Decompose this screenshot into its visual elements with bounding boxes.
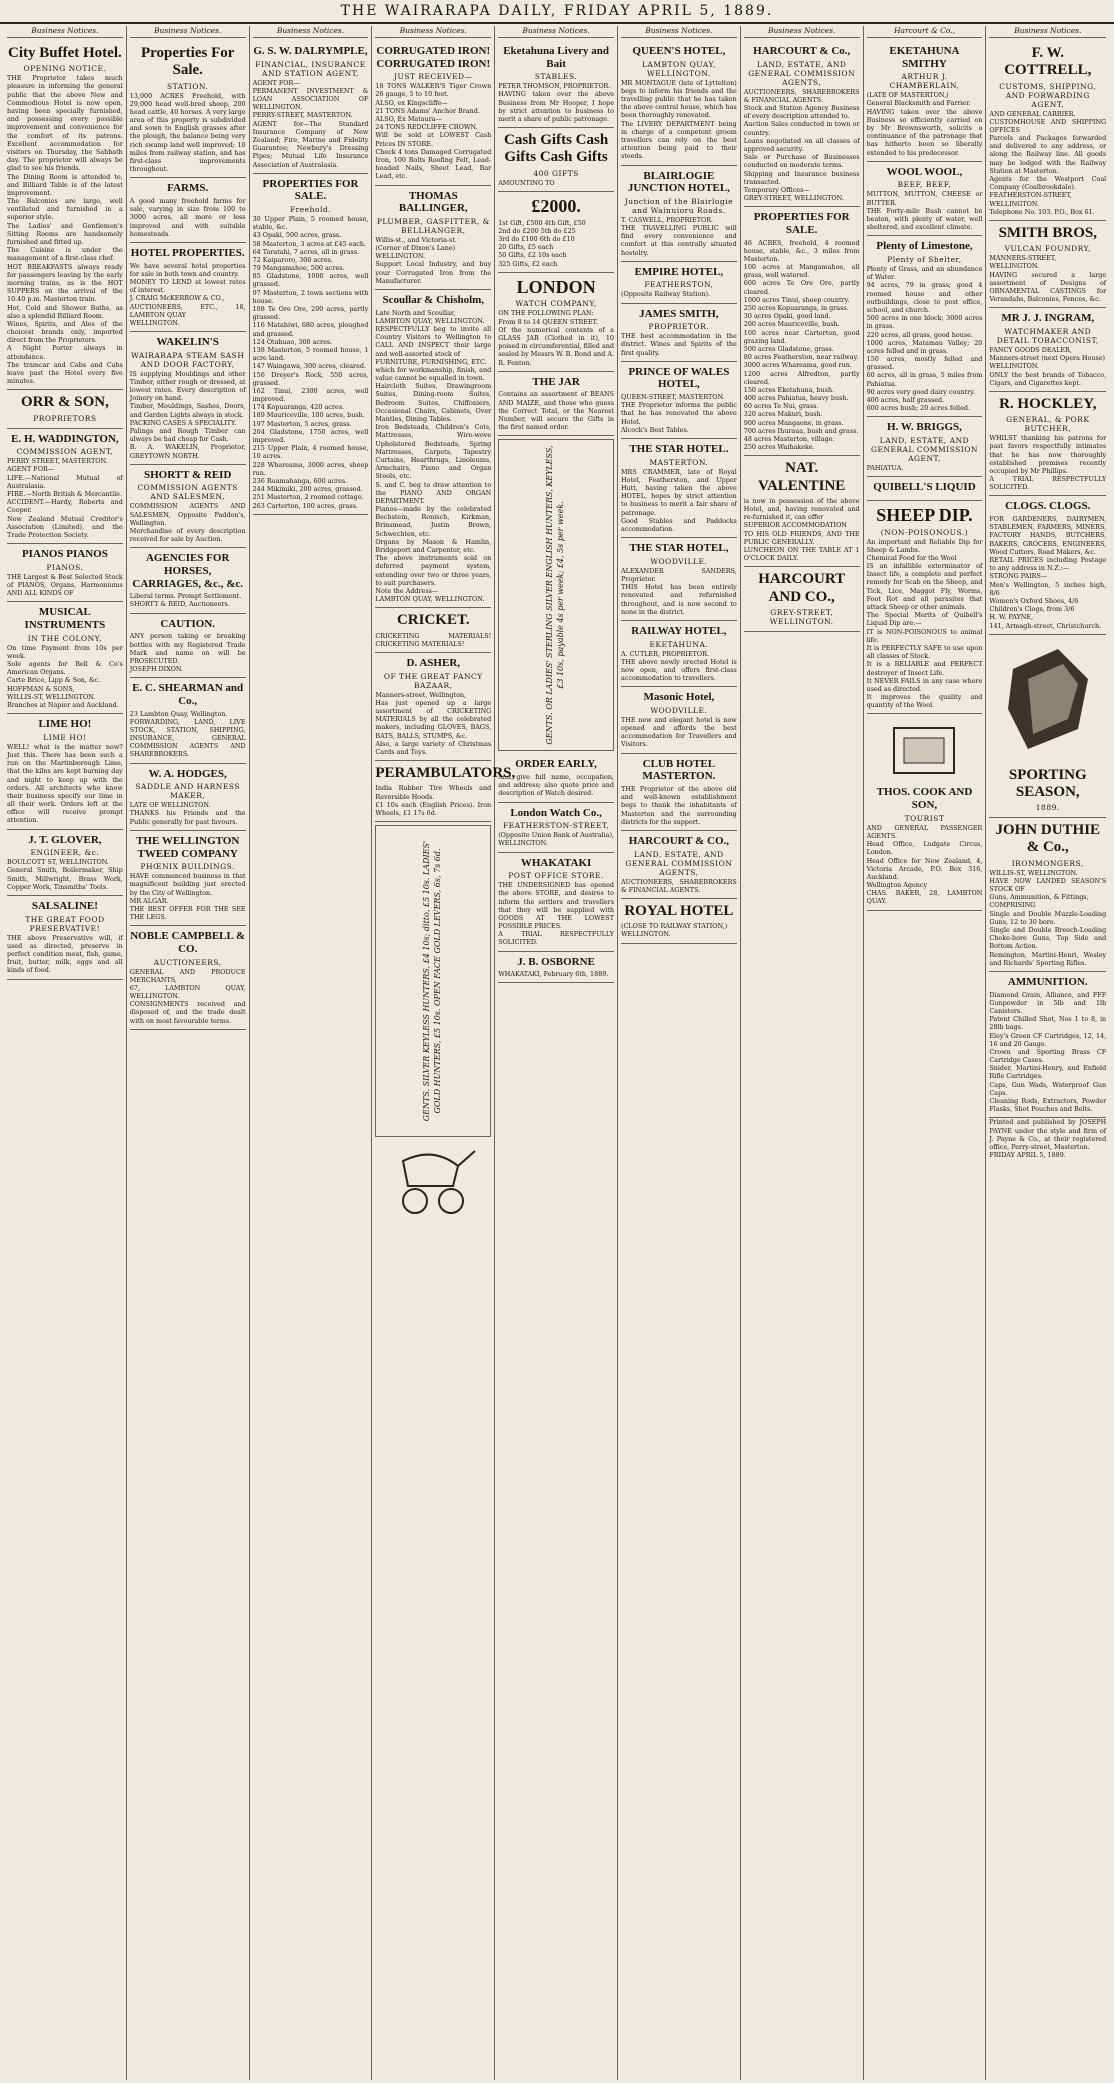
- column-header: Business Notices.: [7, 26, 123, 38]
- ad-subtitle: LAND, ESTATE, AND GENERAL COMMISSION AGENTS,: [748, 59, 856, 87]
- ad-subtitle: LAND, ESTATE, AND GENERAL COMMISSION AGENTS,: [625, 849, 733, 877]
- newspaper-column: [127, 26, 250, 2080]
- ad-title: THE WELLINGTON TWEED COMPANY: [136, 834, 240, 860]
- ad-title: CORRUGATED IRON! CORRUGATED IRON!: [376, 45, 491, 70]
- rotated-text: GENTS. SILVER KEYLESS HUNTERS, £4 10s; ditto, £5 10s. LADIES' GOLD HUNTERS, £5 10s. OPEN FACE GOLD LEVERS, 6s, 7s 6d.: [422, 840, 443, 1122]
- ad-subtitle: IN THE COLONY,: [27, 633, 103, 643]
- ad-title: WOOL WOOL,: [886, 165, 963, 178]
- ad-body: is now in possession of the above Hotel, and, having renovated and re-furnished it, can offer SUPERIOR ACCOMMODATION TO HIS OLD FRIENDS, AND THE PUBLIC GENERALLY. LUNCHEON ON THE TABLE AT 1 O'CLOCK DAILY.: [743, 496, 860, 563]
- ad-body: WILLIS-ST, WELLINGTON. HAVE NOW LANDED SEASON'S STOCK OF Guns, Ammunition, & Fittings, COMPRISING Single and Double Muzzle-Loading Guns, 12 to 30 bore. Single and Double Breech-Loading Choke-bore Guns, Top Side and Bottom Action. Remington, Martini-Henri, Wesley and Richards' Sporting Rifles.: [989, 868, 1107, 967]
- advertisement: [621, 687, 737, 753]
- ad-title: Masonic Hotel,: [643, 691, 715, 704]
- ad-body: 30 Upper Plain, 5 roomed house, stable, &c. 43 Opaki, 500 acres, grass. 58 Masterton, 3 acres at £45 each. 64 Taratahi, 7 acres, all in grass. 72 Kaiparoro, 300 acres. 79 Mangamahoe, 500 acres. 85 Gladstone, 1000 acres, well grassed. 97 Masterton, 2 town sections with house. 108 Te Ore Ore, 200 acres, partly grassed. 116 Matahiwi, 680 acres, ploughed and grassed. 124 Otahuao, 300 acres. 138 Masterton, 5 roomed house, 1 acre land. 147 Waingawa, 300 acres, cleared. 156 Dreyer's Rock, 550 acres, grassed. 162 Tinui, 2300 acres, well improved. 174 Kopuaranga, 420 acres. 189 Mauriceville, 100 acres, bush. 197 Masterton, 5 acres, grass. 204 Gladstone, 1750 acres, well improved. 215 Upper Plain, 4 roomed house, 10 acres. 228 Whareama, 3000 acres, sheep run. 236 Ruamahanga, 600 acres. 244 Mikimiki, 200 acres, grassed. 251 Masterton, 2 roomed cottage. 263 Carterton, 100 acres, grass.: [252, 214, 369, 510]
- ad-body: THE Proprietor of the above old and well-known establishment begs to thank the inhabitants of Masterton and the surrounding districts for the support.: [620, 784, 737, 826]
- ad-title: JOHN DUTHIE & Co.,: [995, 822, 1101, 856]
- ad-subtitle: Junction of the Blairlogie and Wainuioru Roads.: [624, 196, 734, 215]
- advertisement: [498, 803, 614, 853]
- ad-title: ORDER EARLY,: [515, 758, 597, 771]
- advertisement: [130, 678, 246, 763]
- column-header: Business Notices.: [744, 26, 860, 38]
- ad-title: H. W. BRIGGS,: [887, 421, 962, 434]
- newspaper-column: [4, 26, 127, 2080]
- advertisement: [744, 207, 860, 456]
- ad-body: Late North and Scoullar, LAMBTON QUAY, WELLINGTON. RESPECTFULLY beg to invite all Country Visitors to Wellington to CALL AND INSPECT their large and well-assorted stock of FURNITURE, FURNISHING, ETC. which for workmanship, finish, and value cannot be equalled in town. Haircloth Suites, Drawingroom Suites, Dining-room Suites, Bedroom Suites, Chiffoniers, Occasional Chairs, Cabinets, Over Mantles, Dining Tables. Iron Bedsteads, Children's Cots, Mattresses, Wire-wove Upholstered Bedsteads, Spring Mattresses, Carpets, Tapestry Curtains, Hearthrugs, Linoleums, Armchairs, Piano and Organ Stools, etc. S. and C. beg to draw attention to the PIANO AND ORGAN DEPARTMENT. Pianos—made by the celebrated Bechstein, Ronisch, Kirkman, Brinsmead, Justin Brown, Schwechten, etc. Organs by Mason & Hamlin, Bridgeport and Carpenter, etc. The above instruments sold on deferred payment system, extending over two or three years, to suit purchasers. Note the Address— LAMBTON QUAY, WELLINGTON.: [375, 308, 492, 604]
- advertisement: [7, 429, 123, 545]
- ad-body: 46 ACRES, freehold, 4 roomed house, stable, &c., 3 miles from Masterton. 100 acres at Mangamahoe, all grass, well watered. 600 acres Te Ore Ore, partly cleared. 1000 acres Tinui, sheep country. 250 acres Kopuaranga, in grass. 30 acres Opaki, good land. 200 acres Mauriceville, bush. 100 acres near Carterton, good grazing land. 500 acres Gladstone, grass. 80 acres Featherston, near railway. 3000 acres Whareama, good run. 1200 acres Alfredton, partly cleared. 150 acres Eketahuna, bush. 400 acres Pahiatua, heavy bush. 60 acres Te Nui, grass. 320 acres Makuri, bush. 900 acres Mangaone, in grass. 700 acres Ihuraua, bush and grass. 48 acres Masterton, village. 250 acres Waihakeke.: [743, 238, 860, 452]
- ad-title: City Buffet Hotel.: [8, 45, 122, 61]
- ad-body: (LATE OF MASTERTON,) General Blacksmith and Farrier. HAVING taken over the above Business so efficiently carried on by Mr Brownsworth, solicits a continuance of the patronage that has hitherto been so liberally extended to his predecessor.: [866, 91, 983, 157]
- ad-subtitle: WOODVILLE.: [650, 556, 708, 566]
- ad-body: (Opposite Railway Station).: [620, 290, 711, 299]
- ad-body: (Opposite Union Bank of Australia), WELLINGTON.: [498, 831, 614, 848]
- ad-body: ANY person taking or breaking bottles with my Registered Trade Mark and name on will be PROSECUTED. JOSEPH DIXON.: [129, 632, 246, 674]
- ad-subtitle: THE GREAT FOOD PRESERVATIVE!: [25, 914, 105, 933]
- ad-body: THE above Preservative will, if used as directed, preserve in perfect condition meat, fish, game, fruit, butter, milk, eggs and all kinds of food.: [7, 933, 123, 975]
- ad-body: India Rubber Tire Wheels and Reversible Hoods. £1 10s each (English Prices). Iron Wheels, £1 17s 6d.: [375, 784, 492, 817]
- ad-subtitle: POST OFFICE STORE.: [508, 871, 604, 881]
- advertisement: [375, 761, 516, 822]
- ad-body: AUCTIONEERS, SHAREBROKERS & FINANCIAL AGENTS. Stock and Station Agency Business of every description attended to. Auction Sales conducted in town or country. Loans negotiated on all classes of approved security. Sale or Purchase of Businesses conducted on moderate terms. Shipping and Insurance business transacted. Temporary Offices— GREY-STREET, WELLINGTON.: [743, 87, 860, 203]
- ad-title: EMPIRE HOTEL,: [634, 265, 724, 278]
- ad-body: MR MONTAGUE (late of Lyttelton) begs to inform his friends and the travelling public that he has taken the above central house, which has been thoroughly renovated. The LIVERY DEPARTMENT being in charge of a competent groom travellers can rely on the best attention being paid to their steeds.: [620, 78, 737, 161]
- advertisement: [498, 273, 614, 372]
- ad-title: HOTEL PROPERTIES.: [130, 246, 245, 259]
- ad-title: JAMES SMITH,: [639, 307, 719, 320]
- clog-illustration: [998, 639, 1098, 759]
- ad-title: F. W. COTTRELL,: [1004, 45, 1092, 79]
- ad-body: PAHIATUA.: [866, 464, 904, 473]
- ad-title: THE STAR HOTEL,: [629, 542, 729, 555]
- advertisement: [498, 754, 614, 802]
- ad-title: Plenty of Limestone,: [876, 240, 973, 253]
- advertisement: [989, 972, 1106, 1118]
- ad-title: ORR & SON,: [20, 394, 109, 411]
- newspaper-column: [618, 26, 741, 2080]
- advertisement: [498, 952, 614, 984]
- ad-subtitle: LAND, ESTATE, AND GENERAL COMMISSION AGENT,: [870, 436, 978, 464]
- advertisement: [130, 926, 246, 1030]
- ad-title: E. H. WADDINGTON,: [11, 432, 119, 445]
- ad-title: MUSICAL INSTRUMENTS: [24, 606, 106, 631]
- ad-title: Scoullar & Chisholm,: [382, 293, 485, 306]
- ad-title: WHAKATAKI: [520, 856, 592, 869]
- advertisement: [867, 501, 983, 715]
- ad-title: PROPERTIES FOR SALE.: [262, 177, 359, 203]
- advertisement: [621, 262, 737, 304]
- ad-body: AMOUNTING TO: [498, 178, 555, 187]
- advertisement: [621, 41, 737, 166]
- ad-subtitle: VULCAN FOUNDRY,: [1004, 244, 1091, 254]
- advertisement: [498, 41, 614, 128]
- ad-body: PERRY STREET, MASTERTON. AGENT FOR— LIFE.—National Mutual of Australasia. FIRE.—North British & Mercantile. ACCIDENT.—Hardy, Roberts and Cooper. New Zealand Mutual Creditor's Association (Limited), and the Trade Protection Society.: [7, 457, 123, 539]
- ad-body: THE new and elegant hotel is now opened and affords the best accommodation for Travellers and Visitors.: [620, 715, 737, 749]
- advertisement: [621, 621, 737, 687]
- ad-subtitle: WOODVILLE.: [650, 705, 708, 715]
- ad-subtitle: STABLES.: [534, 72, 578, 82]
- advertisement: [621, 538, 737, 621]
- ad-title: Cash Gifts Cash Gifts Cash Gifts: [503, 132, 609, 166]
- ad-subtitle: ENGINEER, &c.: [30, 848, 100, 858]
- ad-body: We have several hotel properties for sale in both town and country. MONEY TO LEND at lowest rates of interest. J. CRAIG McKERROW & CO., AUCTIONEERS, ETC., 18, LAMBTON QUAY WELLINGTON.: [129, 261, 246, 327]
- ad-subtitle: WATCH COMPANY,: [515, 299, 597, 309]
- ad-body: ALEXANDER SANDERS, Proprietor. THIS Hotel has been entirely renovated and refurnished throughout, and is now second to none in the district.: [620, 566, 737, 616]
- ad-body: GENERAL AND PRODUCE MERCHANTS, 67, LAMBTON QUAY, WELLINGTON. CONSIGNMENTS received and disposed of, and the trade dealt with on most favourable terms.: [129, 967, 246, 1025]
- advertisement: [130, 41, 246, 178]
- ad-title: London Watch Co.,: [510, 806, 602, 819]
- column-header: Business Notices.: [989, 26, 1106, 38]
- ad-subtitle: PROPRIETOR.: [648, 322, 710, 332]
- rotated-price-list: [375, 825, 491, 1137]
- ad-body: (CLOSE TO RAILWAY STATION,) WELLINGTON.: [620, 922, 728, 939]
- ad-subtitle: PLUMBER, GASFITTER, & BELLHANGER,: [376, 216, 490, 235]
- ad-title: HARCOURT AND CO.,: [758, 571, 846, 605]
- rotated-text: GENTS. OR LADIES' STERLING SILVER ENGLISH HUNTERS, KEYLESS, £3 10s, payable 4s per week; £4, 5s per week.: [545, 445, 566, 745]
- ad-title: THE STAR HOTEL.: [629, 442, 729, 455]
- column-header: Business Notices.: [130, 26, 246, 38]
- ad-title: HARCOURT & CO.,: [628, 834, 729, 847]
- ad-title: WAKELIN'S: [156, 336, 219, 349]
- ad-subtitle: FINANCIAL, INSURANCE AND STATION AGENT,: [255, 59, 366, 78]
- ad-body: AND GENERAL PASSENGER AGENTS. Head Office, Ludgate Circus, London. Head Office for New Zealand, 4, Victoria Arcade, P.O. Box 316, Auckland. Wellington Agency CHAS. BAKER, 28, LAMBTON QUAY.: [866, 823, 983, 906]
- ad-title: FARMS.: [167, 182, 209, 195]
- ad-title: PIANOS PIANOS: [21, 548, 108, 561]
- ad-subtitle: IRONMONGERS,: [1011, 858, 1084, 868]
- imprint: Printed and published by JOSEPH PAYNE under the style and firm of J. Payne & Co., at their registered office, Perry-street, Masterton. FRIDAY APRIL 5, 1889.: [989, 1118, 1107, 1160]
- advertisement: [130, 548, 246, 613]
- ad-body: 18 TONS WALKER'S Tiger Crown 26 gauge, 5 to 10 feet. ALSO, ex Kingscliffe— 21 TONS Adams' Anchor Brand. ALSO, Ex Mataura— 24 TONS REDCLIFFE CROWN. Will be sold at LOWEST Cash Prices IN STORE. Check 4 tons Damaged Corrugated Iron, 100 Bolts Roofing Felt, Lead-headed Nails, Sheet Lead, Bar Lead, etc.: [375, 82, 492, 181]
- ad-body: AGENT FOR— PERMANENT INVESTMENT & LOAN ASSOCIATION OF WELLINGTON. PERRY-STREET, MASTERTON. AGENT for—The Standard Insurance Company of New Zealand; Fire, Marine and Fidelity Guarantee; Newbury's Dressing Pipes; Mutual Life Insurance Association of Australasia.: [252, 78, 369, 169]
- ad-title: ROYAL HOTEL: [624, 902, 734, 919]
- ad-subtitle: COMMISSION AGENT,: [16, 447, 114, 457]
- ad-body: Liberal terms. Prompt Settlement. SHORTT & REID, Auctioneers.: [129, 592, 242, 609]
- ad-title: HARCOURT & Co.,: [753, 45, 851, 57]
- ad-title: SPORTING SEASON,: [1008, 766, 1087, 800]
- newspaper-column: [495, 26, 618, 2080]
- ad-body: HAVE commenced business in that magnificent building just erected by the City of Wellington. MR ALGAR. THE BEST OFFER FOR THE SEE THE LEGS.: [129, 872, 246, 922]
- ad-body: Willis-st., and Victoria-st. (Corner of Dixon's Lane) WELLINGTON. Support Local Industry, and buy your Corrugated Iron from the Manufacturer.: [375, 235, 492, 285]
- ad-body: THE UNDERSIGNED has opened the above STORE, and desires to inform the settlers and travellers that they will be supplied with GOODS AT THE LOWEST POSSIBLE PRICES. A TRIAL RESPECTFULLY SOLICITED.: [498, 881, 614, 947]
- ad-subtitle: Plenty of Shelter,: [887, 255, 962, 264]
- ad-body: WELL! what is the matter now? Just this. There has been such a run on the Martinborough Lime, that the kilns are kept burning day and night to keep up with the orders. All architects who know their business specify our lime in all their work. Orders left at the office will receive prompt attention.: [7, 742, 123, 825]
- ad-title: BLAIRLOGIE JUNCTION HOTEL,: [627, 169, 730, 195]
- ad-subtitle: PROPRIETORS: [33, 413, 97, 423]
- advertisement: [7, 544, 123, 602]
- ad-body: Manners-street, Wellington, Has just opened up a large assortment of CRICKETING MATERIALS by all the celebrated makers, including GLOVES, BAGS, BATS, BALLS, STUMPS, &c. Also, a large variety of Christmas Cards and Toys.: [375, 690, 492, 756]
- ad-title: J. T. GLOVER,: [28, 833, 102, 846]
- ad-title: AGENCIES FOR HORSES, CARRIAGES, &c., &c.: [132, 552, 243, 590]
- ad-subtitle: PIANOS.: [46, 562, 84, 572]
- advertisement: [130, 178, 246, 243]
- ad-title: CLOGS. CLOGS.: [1005, 500, 1091, 513]
- column-header: Business Notices.: [621, 26, 737, 38]
- newspaper-column: [864, 26, 987, 2080]
- ad-body: IS supplying Mouldings and other Timber, either rough or dressed, at lowest rates. Every description of Joinery on hand. Timber, Mouldings, Sashes, Doors, and Garden Lights always in stock. PACKING CASES A SPECIALITY. Palings and Rough Timber can always be had cheap for Cash. B. A. WAKELIN, Proprietor, GREYTOWN NORTH.: [129, 369, 246, 460]
- advertisement: [7, 830, 123, 896]
- ad-subtitle: OPENING NOTICE.: [23, 64, 107, 74]
- ad-title: LONDON: [516, 276, 596, 297]
- ad-subtitle: EKETAHUNA.: [649, 639, 709, 649]
- advertisement: [989, 392, 1106, 497]
- advertisement: [130, 332, 246, 465]
- ad-subtitle: WATCHMAKER AND DETAIL TOBACCONIST,: [996, 326, 1099, 345]
- advertisement: [989, 496, 1106, 634]
- ad-subtitle: 1889.: [1035, 803, 1060, 813]
- advertisement: [621, 899, 737, 944]
- ad-body: CRICKETING MATERIALS! CRICKETING MATERIALS!: [375, 631, 492, 648]
- advertisement: [867, 162, 983, 237]
- advertisement: [621, 831, 737, 899]
- advertisement: [375, 186, 491, 290]
- ad-subtitle: PHŒNIX BUILDINGS.: [140, 862, 235, 872]
- ad-body: Contains an assortment of BEANS AND MAIZE, and those who guess the Correct Total, or the Nearest Number, will secure the Gifts in the first named order.: [498, 390, 614, 432]
- ad-subtitle: WAIRARAPA STEAM SASH AND DOOR FACTORY,: [131, 350, 245, 369]
- masthead: THE WAIRARAPA DAILY, FRIDAY APRIL 5, 1889.: [0, 0, 1114, 24]
- column-header: Business Notices.: [498, 26, 614, 38]
- ad-body: AND GENERAL CARRIER. CUSTOMHOUSE AND SHIPPING OFFICES Parcels and Packages forwarded and delivered to any address, or along the Railway line. All goods may be lodged with the Railway Station at Masterton. Agents for the Westport Coal Company (Coalbrookdale). FEATHERSTON-STREET, WELLINGTON. Telephone No. 103. P.O., Box 61.: [989, 109, 1107, 216]
- advertisement: [621, 362, 737, 439]
- ad-body: BOULCOTT ST, WELLINGTON. General Smith, Boilermaker, Ship Smith, Millwright, Brass Work, Copper Work, Tinsmiths' Tools.: [7, 858, 123, 891]
- ad-body: T. CASWELL, PROPRIETOR. THE TRAVELLING PUBLIC will find every convenience and comfort at this centrally situated hostelry.: [620, 215, 737, 257]
- ad-title: PERAMBULATORS,: [375, 765, 516, 782]
- advertisement: [867, 782, 983, 910]
- ad-title: SHORTT & REID: [143, 468, 232, 481]
- ad-subtitle: 400 GIFTS: [533, 168, 579, 178]
- advertisement: [375, 290, 491, 608]
- ad-title: AMMUNITION.: [1007, 975, 1088, 988]
- ad-subtitle: STATION.: [167, 81, 209, 91]
- advertisement: [498, 853, 614, 952]
- advertisement: [867, 41, 983, 162]
- ad-subtitle: LAMBTON QUAY, WELLINGTON.: [641, 59, 716, 78]
- advertisement: [375, 653, 491, 761]
- ad-body: QUEEN-STREET, MASTERTON. THE Proprietor informs the public that he has renovated the above Hotel. Alcock's Best Tables.: [620, 393, 737, 434]
- ad-title: G. S. W. DALRYMPLE,: [253, 45, 368, 57]
- ad-title: R. HOCKLEY,: [999, 395, 1097, 412]
- newspaper-column: [372, 26, 516, 2080]
- ad-title: CRICKET.: [396, 612, 470, 629]
- ad-title: SALSALINE!: [31, 900, 98, 913]
- ad-title: Properties For Sale.: [140, 45, 235, 79]
- ad-body: Plenty of Grass, and an abundance of Water. 94 acres, 79 in grass; good 4 roomed house and other outbuildings, close to post office, school, and church. 500 acres in one block; 3000 acres in grass. 220 acres, all grass, good house. 1000 acres, Matamau Valley; 20 acres felled and in grass. 150 acres, mostly felled and grassed. 60 acres, all in grass, 5 miles from Pahiatua. 90 acres very good dairy country. 400 acres, half grassed. 600 acres bush; 20 acres felled.: [866, 265, 983, 413]
- newspaper-column: [741, 26, 864, 2080]
- advertisement: [375, 41, 491, 186]
- ad-body: Diamond Grain, Alliance, and FFF Gunpowder in 5lb and 1lb Canisters. Patent Chilled Shot, Nos 1 to 8, in 28lb bags. Eley's Green CF Cartridges, 12, 14, 16 and 20 Gauge. Crown and Sporting Brass CF Cartridge Cases. Snider, Martini-Henry, and Enfield Rifle Cartridges. Caps, Gun Wads, Waterproof Gun Caps. Cleaning Rods, Extractors, Powder Flasks, Shot Pouches and Belts.: [989, 990, 1107, 1114]
- ad-body: FANCY GOODS DEALER, Manners-street (next Opera House) WELLINGTON. ONLY the best brands of Tobacco, Cigars, and Cigarettes kept.: [989, 345, 1107, 387]
- advertisement: [130, 465, 246, 549]
- dip-tin-illustration: [879, 718, 969, 778]
- advertisement: [989, 308, 1106, 392]
- ad-body: WHAKATAKI, February 6th, 1889.: [498, 970, 609, 979]
- advertisement: [130, 831, 246, 926]
- ad-subtitle: TOURIST: [904, 813, 945, 823]
- ad-body: An important and Reliable Dip for Sheep & Lambs. Chemical Food for the Wool IS an infallible exterminator of Insect life, a complete and perfect remedy for Scab on the Sheep, and Tick, Lice, Maggot Fly, Worms, Foot Rot and all parasites that attack Sheep or other animals. The Special Merits of Quibell's Liquid Dip are:— IT is NON-POISONOUS to animal life. It is PERFECTLY SAFE to use upon all classes of Stock. It is a RELIABLE and PERFECT destroyer of Insect Life. It NEVER FAILS in any case where used as directed. It improves the quality and quantity of the Wool.: [866, 537, 983, 710]
- advertisement: [621, 754, 737, 831]
- perambulator-illustration: [383, 1141, 483, 1221]
- ad-subtitle: FEATHERSTON,: [644, 280, 714, 290]
- ad-subtitle: Freehold.: [289, 204, 332, 214]
- ad-body: 13,000 ACRES Freehold, with 29,000 head well-bred sheep, 200 head cattle, 40 horses. A very large area of this property is subdivided and sown to English grasses after the plough, the balance being very rich swamp land well improved; 10 miles from railway station, and has first-class improvements throughout.: [129, 91, 246, 174]
- ad-title: Eketahuna Livery and Bait: [503, 45, 609, 70]
- ad-title: PROPERTIES FOR SALE.: [753, 211, 850, 236]
- advertisement: [989, 221, 1106, 308]
- ad-subtitle: MASTERTON.: [649, 457, 709, 467]
- ad-body: WHILST thanking his patrons for past favors respectfully intimates that he has now thoroughly established premises recently occupied by Mr Phillips. A TRIAL RESPECTFULLY SOLICITED.: [989, 434, 1107, 492]
- advertisement: [7, 41, 123, 390]
- ad-title: E. C. SHEARMAN and Co.,: [132, 682, 244, 707]
- advertisement: [498, 128, 614, 192]
- ad-title: RAILWAY HOTEL,: [631, 624, 727, 637]
- advertisement: [867, 236, 983, 417]
- advertisement: [130, 764, 246, 831]
- ad-title: NOBLE CAMPBELL & CO.: [130, 930, 246, 955]
- rotated-price-list: [498, 439, 614, 751]
- advertisement: [7, 714, 123, 830]
- ad-title: SHEEP DIP.: [876, 504, 973, 525]
- ad-subtitle: ARTHUR J. CHAMBERLAIN,: [889, 72, 960, 91]
- advertisement: [989, 818, 1106, 972]
- ad-title: CAUTION.: [160, 617, 216, 630]
- ad-body: PETER THOMSON, PROPRIETOR. HAVING taken over the above Business from Mr Hooper, I hope by strict attention to business to merit a share of public patronage.: [498, 82, 614, 124]
- ad-body: A good many freehold farms for sale, varying in size from 100 to 3000 acres, all more or less improved and with suitable homesteads.: [129, 197, 246, 238]
- ad-subtitle: BEEF, BEEF,: [897, 180, 952, 190]
- ad-body: THE Largest & Best Selected Stock of PIANOS, Organs, Harmoniums AND ALL KINDS OF: [7, 572, 123, 598]
- advertisement: [130, 614, 246, 679]
- ad-subtitle: COMMISSION AGENTS AND SALESMEN,: [137, 483, 238, 502]
- ad-title: D. ASHER,: [406, 656, 461, 669]
- ad-body: COMMISSION AGENTS AND SALESMEN, Opposite Paddon's, Wellington. Merchandise of every description received for sale by Auction.: [129, 502, 246, 544]
- ad-subtitle: (NON-POISONOUS.): [880, 527, 969, 537]
- ad-title: SMITH BROS,: [998, 224, 1097, 241]
- advertisement: [621, 439, 737, 538]
- ad-subtitle: JUST RECEIVED—: [394, 72, 473, 82]
- ad-title: QUEEN'S HOTEL,: [632, 45, 726, 57]
- newspaper-column: [250, 26, 373, 2080]
- ad-title: PRINCE OF WALES HOTEL,: [628, 365, 730, 391]
- column-header: Harcourt & Co.,: [867, 26, 983, 38]
- column-header: Business Notices.: [375, 26, 491, 38]
- ad-body: ON THE FOLLOWING PLAN: From 8 to 14 QUEEN STREET. Of the numerical contents of a GLASS JAR (Clothed in it), 10 poised in circumferential, filled and sealed by Messrs W. B. Bond and A. R. Fenton.: [498, 309, 614, 367]
- ad-title: MR J. J. INGRAM,: [1001, 312, 1095, 325]
- ad-title: EKETAHUNA SMITHY: [889, 45, 960, 70]
- column-header: Business Notices.: [253, 26, 369, 38]
- ad-title: THE JAR: [532, 375, 580, 388]
- advertisement: [989, 41, 1106, 221]
- ad-body: AUCTIONEERS, SHAREBROKERS & FINANCIAL AGENTS.: [620, 877, 737, 894]
- advertisement: [130, 243, 246, 332]
- ad-subtitle: AUCTIONEERS,: [153, 957, 222, 967]
- ad-subtitle: LIME HO!: [43, 732, 87, 742]
- advertisement: [7, 390, 123, 428]
- ad-body: A. CUTLER, PROPRIETOR. THE above newly erected Hotel is now open, and offers first-class accommodation to travellers.: [620, 649, 737, 683]
- ad-body: 1st Gift, £500 4th Gift, £50 2nd do £200 5th do £25 3rd do £100 6th do £10 20 Gifts, £5 each 50 Gifts, £2 10s each 325 Gifts, £2 each: [498, 218, 586, 268]
- ad-body: On time Payment from 10s per week. Sole agents for Bell & Co's American Organs. Carte Brice, Lipp & Son, &c. HOFFMAN & SONS, WILLIS-ST, WELLINGTON. Branches at Napier and Auckland.: [7, 643, 123, 709]
- ad-body: MUTTON, MUTTON, CHEESE or BUTTER. THE Forty-mile Bush cannot be beaten, with plenty of water, well sheltered, and excellent climate.: [866, 190, 983, 232]
- ad-subtitle: FEATHERSTON-STREET,: [502, 821, 610, 831]
- advertisement: [253, 174, 369, 515]
- advertisement: [253, 41, 369, 174]
- ad-title: NAT. VALENTINE: [758, 460, 846, 494]
- ad-body: MRS CRAMMER, late of Royal Hotel, Featherston, and Upper Hutt, having taken the above HOTEL, hopes by strict attention to business to merit a fair share of patronage. Good Stables and Paddocks accommodation.: [620, 467, 737, 533]
- ad-title: £2000.: [531, 195, 581, 216]
- ad-body: LATE OF WELLINGTON. THANKS his Friends and the Public generally for past favours.: [129, 801, 246, 826]
- advertisement: [744, 41, 860, 207]
- ad-title: CLUB HOTEL MASTERTON.: [642, 757, 716, 783]
- advertisement: [498, 192, 614, 273]
- advertisement: [7, 896, 123, 980]
- ad-title: J. B. OSBORNE: [517, 955, 595, 968]
- ad-title: THOS. COOK AND SON,: [876, 786, 973, 812]
- ad-body: THE best accommodation in the district. Wines and Spirits of the first quality.: [620, 332, 737, 357]
- ad-title: THOMAS BALLINGER,: [398, 189, 468, 215]
- advertisement: [744, 456, 860, 567]
- ad-body: MANNERS-STREET, WELLINGTON. HAVING secured a large assortment of Designs of ORNAMENTAL CASTINGS for Verandahs, Balconies, Fences, &c.: [989, 254, 1107, 304]
- ad-title: LIME HO!: [38, 718, 92, 731]
- advertisement: [375, 608, 491, 653]
- ad-title: W. A. HODGES,: [148, 767, 227, 780]
- ad-body: FOR GARDENERS, DAIRYMEN, STABLEMEN, FARMERS, MINERS, FACTORY HANDS, BUTCHERS, BAKERS, GROCERS, ENGINEERS, Wood Cutters, Road Makers, &c. RETAIL PRICES including Postage to any address in N.Z.:— STRONG PAIRS— Men's Wellington, 5 inches high, 8/6 Women's Oxford Shoes, 4/6 Children's Clogs, from 3/6 H. W. PAYNE, 141, Armagh-street, Christchurch.: [989, 515, 1107, 630]
- advertisement: [498, 372, 614, 437]
- columns-container: [4, 26, 1110, 2080]
- ad-title: QUIBELL'S LIQUID: [873, 481, 976, 494]
- ad-body: And give full name, occupation, and address; also quote price and description of Watch desired.: [498, 772, 614, 798]
- ad-subtitle: CUSTOMS, SHIPPING, AND FORWARDING AGENT,: [999, 81, 1097, 109]
- ad-body: 23 Lambton Quay, Wellington. FORWARDING, LAND, LIVE STOCK, STATION, SHIPPING, INSURANCE, GENERAL COMMISSION AGENTS AND SHAREBROKERS.: [129, 709, 246, 759]
- ad-body: THE Proprietor takes much pleasure in informing the general public that the above New and Commodious Hotel is now open, having been specially furnished, and possessing every possible improvement and convenience for the comfort of its patrons. Excellent accommodation for visitors on Thursday, the Sabbath day. The proprietor will always be glad to see his friends. The Dining Room is attended to, and Billiard Table is of the latest improvement. The Balconies are large, well ventilated and furnished in a superior style. The Ladies' and Gentlemen's Sitting Rooms are handsomely furnished and fitted up. The Cuisine is under the management of a first-class chef. HOT BREAKFASTS always ready for passengers leaving by the early morning trains, as is the HOT SUPPERS on the arrival of the 10.40 p.m. Masterton train. Hot, Cold and Shower Baths, as also a splendid Billiard Room. Wines, Spirits, and Ales of the choicest brands only, imported direct from the Proprietors. A Night Porter always in attendance. The tramcar and Cabs and Cabs leave past the Hotel every five minutes.: [7, 74, 123, 386]
- advertisement: [989, 763, 1106, 819]
- advertisement: [867, 417, 983, 477]
- advertisement: [867, 477, 983, 501]
- newspaper-column: [986, 26, 1109, 2080]
- advertisement: [621, 304, 737, 362]
- ad-subtitle: GREY-STREET, WELLINGTON.: [769, 607, 834, 626]
- ad-subtitle: SADDLE AND HARNESS MAKER,: [135, 782, 240, 801]
- advertisement: [7, 602, 123, 714]
- ad-subtitle: OF THE GREAT FANCY BAZAAR,: [383, 671, 483, 690]
- advertisement: [744, 567, 860, 632]
- advertisement: [621, 166, 737, 262]
- ad-subtitle: GENERAL, & PORK BUTCHER,: [1006, 415, 1090, 434]
